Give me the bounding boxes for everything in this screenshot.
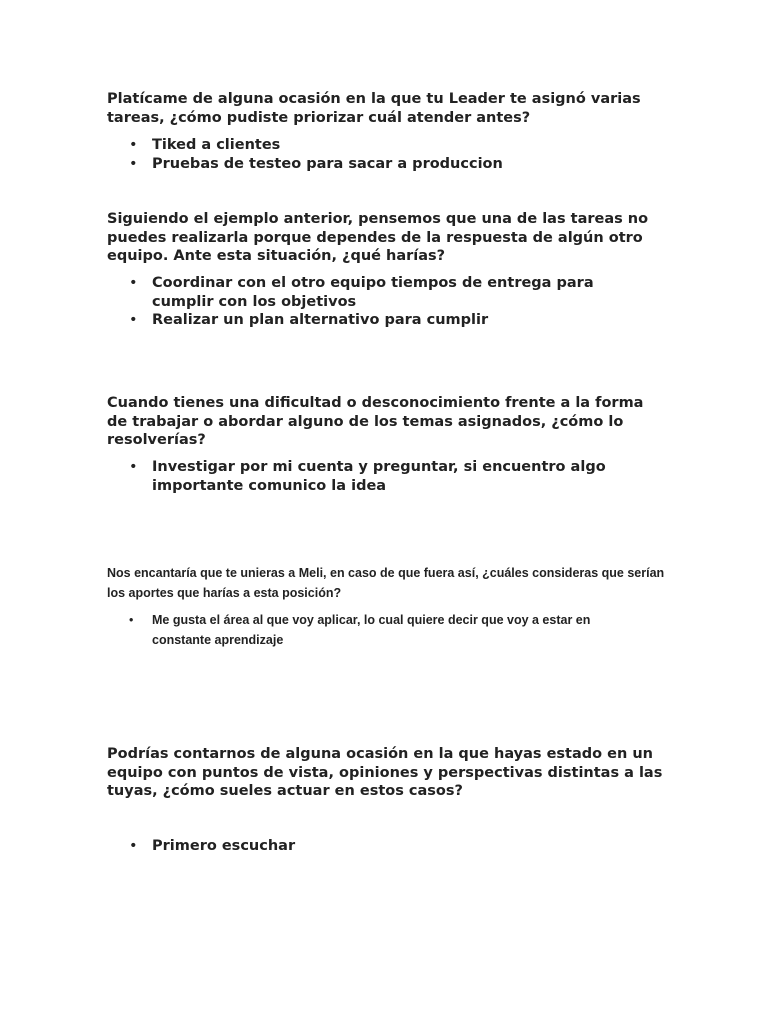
list-item [107,458,647,495]
answer-text: Realizar un plan alternativo para cumplir [152,312,489,328]
question-1: Platícame de alguna ocasión en la que tu Leader te asignó varias tareas, ¿cómo pudiste priorizar cuál atender antes? [107,91,641,126]
answer-text: Investigar por mi cuenta y preguntar, si encuentro algo importante comunico la idea [152,459,606,494]
list-item [107,837,647,856]
bullet-icon: • [129,312,138,328]
question-3: Cuando tienes una dificultad o desconocimiento frente a la forma de trabajar o abordar alguno de los temas asignados, ¿cómo lo resolverías? [107,395,644,448]
list-item [107,610,647,650]
bullet-icon: • [129,613,134,627]
answer-list-5 [107,837,647,856]
question-2: Siguiendo el ejemplo anterior, pensemos que una de las tareas no puedes realizarla porque dependes de la respuesta de algún otro equipo. Ante esta situación, ¿qué harías? [107,211,649,264]
bullet-icon: • [129,275,138,291]
list-item [107,274,647,311]
answer-list-3 [107,458,647,495]
answer-text: Primero escuchar [152,838,296,854]
answer-list-4 [107,610,647,650]
question-5: Podrías contarnos de alguna ocasión en la que hayas estado en un equipo con puntos de vista, opiniones y perspectivas distintas a las tuyas, ¿cómo sueles actuar en estos casos? [107,746,663,799]
answer-text: Pruebas de testeo para sacar a produccion [152,155,503,172]
bullet-icon: • [129,838,138,854]
bullet-icon: • [129,155,138,172]
list-item [107,136,647,155]
answer-list-2 [107,274,647,330]
list-item [107,155,647,174]
bullet-icon: • [129,459,138,475]
answer-text: Tiked a clientes [152,137,281,153]
answer-text: Me gusta el área al que voy aplicar, lo cual quiere decir que voy a estar en constante aprendizaje [152,613,591,647]
bullet-icon: • [129,137,138,153]
list-item [107,311,647,330]
answer-text: Coordinar con el otro equipo tiempos de entrega para cumplir con los objetivos [152,275,594,310]
answer-list-1 [107,136,647,173]
question-4: Nos encantaría que te unieras a Meli, en caso de que fuera así, ¿cuáles consideras que serían los aportes que harías a esta posición? [107,566,665,600]
